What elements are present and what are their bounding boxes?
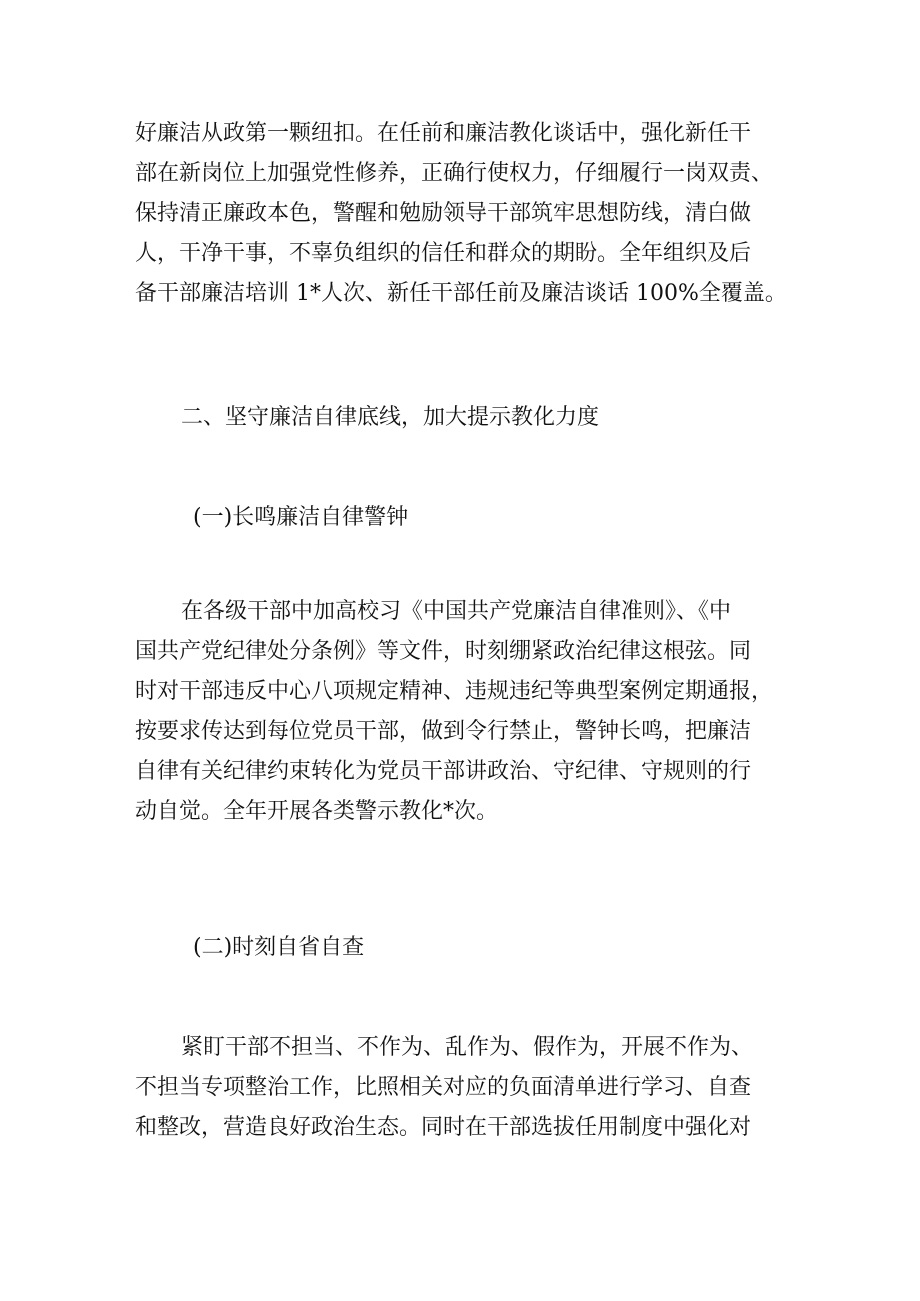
paragraph-continuation xyxy=(135,114,795,314)
subsection-2-paragraph xyxy=(135,1028,795,1148)
paragraph-line: 备干部廉洁培训 1*人次、新任干部任前及廉洁谈话 100%全覆盖。 xyxy=(135,281,787,306)
paragraph-line: 保持清正廉政本色，警醒和勉励领导干部筑牢思想防线，清白做 xyxy=(135,201,752,226)
paragraph-line: 在各级干部中加高校习《中国共产党廉洁自律准则》、《中 xyxy=(181,599,732,624)
paragraph-line: 好廉洁从政第一颗纽扣。在任前和廉洁教化谈话中，强化新任干 xyxy=(135,121,752,146)
subsection-1-heading-block xyxy=(135,498,795,538)
paragraph-line: 时对干部违反中心八项规定精神、违规违纪等典型案例定期通报， xyxy=(135,679,774,704)
subsection-heading: (一)长鸣廉洁自律警钟 xyxy=(193,505,409,530)
paragraph-line: 国共产党纪律处分条例》等文件，时刻绷紧政治纪律这根弦。同 xyxy=(135,639,752,664)
paragraph-line: 和整改，营造良好政治生态。同时在干部选拔任用制度中强化对 xyxy=(135,1115,752,1140)
paragraph-line: 部在新岗位上加强党性修养，正确行使权力，仔细履行一岗双责、 xyxy=(135,161,774,186)
paragraph-line: 不担当专项整治工作，比照相关对应的负面清单进行学习、自查 xyxy=(135,1075,752,1100)
section-heading: 二、坚守廉洁自律底线，加大提示教化力度 xyxy=(181,405,600,430)
paragraph-line: 自律有关纪律约束转化为党员干部讲政治、守纪律、守规则的行 xyxy=(135,759,752,784)
paragraph-line: 紧盯干部不担当、不作为、乱作为、假作为，开展不作为、 xyxy=(181,1035,754,1060)
subsection-heading: (二)时刻自省自查 xyxy=(193,935,365,960)
paragraph-line: 按要求传达到每位党员干部，做到令行禁止，警钟长鸣，把廉洁 xyxy=(135,719,752,744)
subsection-2-heading-block xyxy=(135,928,795,968)
section-heading-block xyxy=(135,398,795,438)
paragraph-line: 动自觉。全年开展各类警示教化*次。 xyxy=(135,799,499,824)
paragraph-line: 人，干净干事，不辜负组织的信任和群众的期盼。全年组织及后 xyxy=(135,241,752,266)
subsection-1-paragraph xyxy=(135,592,795,832)
